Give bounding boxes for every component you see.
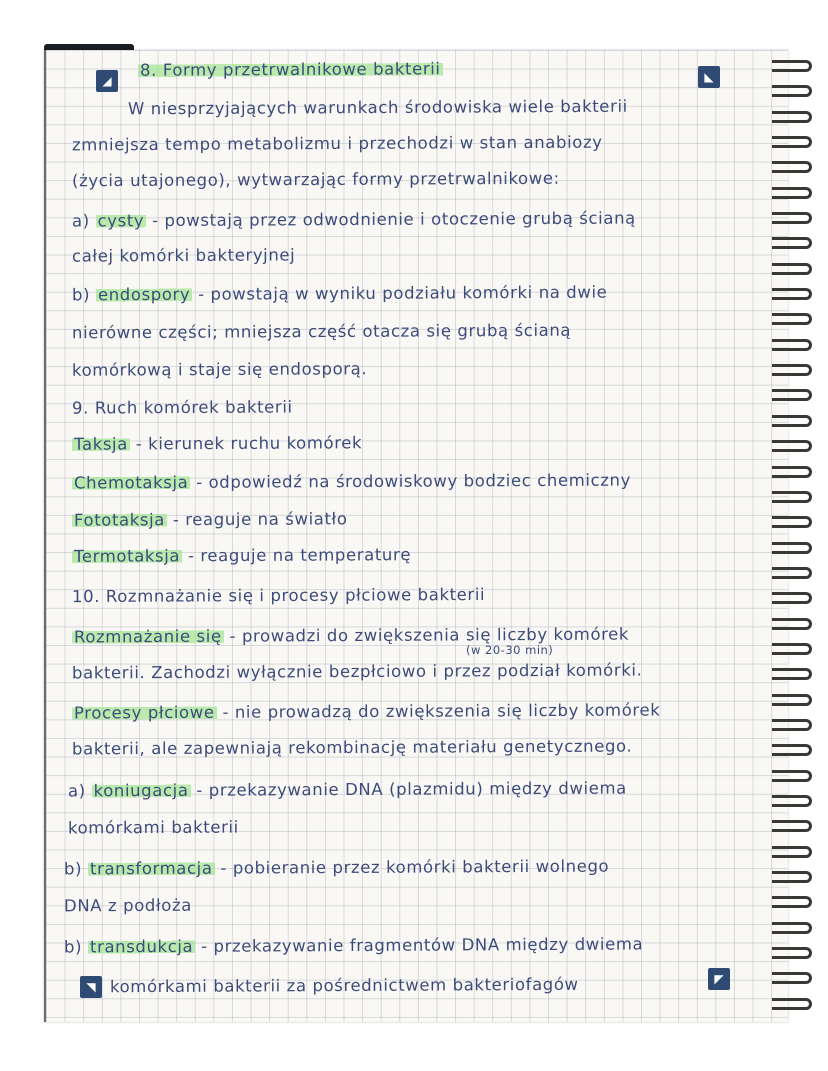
- line-text: DNA z podłoża: [63, 895, 192, 916]
- spiral-binding: [764, 60, 816, 1010]
- line-text: (życia utajonego), wytwarzając formy przetrwalnikowe:: [71, 168, 560, 191]
- highlighted-term: Taksja: [73, 434, 128, 454]
- corner-marker-top-left-icon: ◢: [96, 70, 118, 92]
- spiral-ring: [772, 618, 812, 630]
- spiral-ring: [772, 237, 812, 249]
- spiral-ring: [772, 60, 812, 72]
- line-text: 8. Formy przetrwalnikowe bakterii: [138, 59, 443, 80]
- line-text: - kierunek ruchu komórek: [129, 433, 363, 454]
- note-line: [72, 359, 367, 380]
- note-line: [72, 545, 411, 566]
- spiral-ring: [772, 643, 812, 655]
- highlighted-term: Termotaksja: [73, 546, 181, 566]
- note-line: [72, 737, 632, 759]
- line-text: komórkami bakterii: [67, 817, 239, 838]
- line-text: - przekazywanie DNA (plazmidu) między dwiema: [190, 778, 627, 800]
- line-text: komórkami bakterii za pośrednictwem bakteriofagów: [109, 974, 579, 997]
- line-text: - powstają przez odwodnienie i otoczenie grubą ścianą: [146, 208, 636, 231]
- spiral-ring: [772, 744, 812, 756]
- note-line: [72, 209, 636, 231]
- margin-note: (w 20-30 min): [466, 643, 554, 657]
- note-line: [72, 133, 603, 155]
- highlighted-term: transdukcja: [89, 936, 194, 957]
- spiral-ring: [772, 846, 812, 858]
- note-line: [64, 896, 192, 916]
- line-text: - nie prowadzą do zwiększenia się liczby komórek: [216, 700, 661, 722]
- note-line: [68, 818, 239, 838]
- line-text: - prowadzi do zwiększenia się liczby komórek: [223, 624, 630, 646]
- spiral-ring: [772, 947, 812, 959]
- spiral-ring: [772, 922, 812, 934]
- highlighted-term: Rozmnażanie się: [73, 626, 222, 647]
- highlighted-term: cysty: [97, 211, 145, 231]
- note-line: [72, 321, 571, 343]
- spiral-ring: [772, 364, 812, 376]
- spiral-ring: [772, 592, 812, 604]
- spiral-ring: [772, 466, 812, 478]
- note-line: [64, 857, 609, 879]
- note-line: [72, 471, 631, 493]
- note-line: [72, 283, 607, 305]
- spiral-ring: [772, 415, 812, 427]
- spiral-ring: [772, 212, 812, 224]
- line-text: b): [63, 859, 89, 879]
- highlighted-term: endospory: [97, 284, 191, 305]
- note-line: [72, 397, 293, 417]
- note-line: [72, 245, 295, 265]
- spiral-ring: [772, 85, 812, 97]
- line-text: a): [71, 211, 96, 231]
- spiral-ring: [772, 871, 812, 883]
- corner-marker-top-right-icon: ◣: [698, 66, 720, 88]
- line-text: - reaguje na temperaturę: [182, 545, 412, 566]
- line-text: - pobieranie przez komórki bakterii wolnego: [214, 856, 610, 878]
- spiral-ring: [772, 795, 812, 807]
- spiral-ring: [772, 567, 812, 579]
- spiral-ring: [772, 263, 812, 275]
- note-line: [64, 934, 643, 956]
- note-line: [72, 509, 348, 529]
- line-text: komórkową i staje się endosporą.: [71, 359, 368, 380]
- highlighted-term: transformacja: [89, 858, 213, 879]
- spiral-ring: [772, 998, 812, 1010]
- line-text: zmniejsza tempo metabolizmu i przechodzi w stan anabiozy: [71, 132, 603, 155]
- line-text: - powstają w wyniku podziału komórki na dwie: [192, 282, 608, 304]
- line-text: bakterii. Zachodzi wyłącznie bezpłciowo i przez podział komórki.: [71, 660, 643, 683]
- note-line: [110, 975, 579, 996]
- spiral-ring: [772, 770, 812, 782]
- note-line: [68, 779, 627, 801]
- highlighted-term: Fototaksja: [73, 510, 166, 530]
- line-text: 10. Rozmnażanie się i procesy płciowe bakterii: [71, 584, 486, 607]
- spiral-ring: [772, 339, 812, 351]
- note-line: [72, 661, 642, 683]
- line-text: b): [71, 285, 97, 305]
- corner-marker-bottom-left-icon: ◥: [80, 976, 102, 998]
- spiral-ring: [772, 313, 812, 325]
- line-text: całej komórki bakteryjnej: [71, 245, 296, 266]
- spiral-ring: [772, 491, 812, 503]
- line-text: b): [63, 937, 89, 957]
- spiral-ring: [772, 136, 812, 148]
- note-line: [128, 97, 628, 119]
- spiral-ring: [772, 972, 812, 984]
- line-text: nierówne części; mniejsza część otacza się grubą ścianą: [71, 320, 572, 343]
- spiral-ring: [772, 896, 812, 908]
- spiral-ring: [772, 542, 812, 554]
- highlighted-term: Chemotaksja: [73, 472, 189, 493]
- line-text: - odpowiedź na środowiskowy bodziec chemiczny: [190, 470, 631, 492]
- highlighted-term: koniugacja: [93, 780, 189, 801]
- line-text: a): [67, 781, 92, 801]
- note-line: [138, 59, 443, 80]
- spiral-ring: [772, 161, 812, 173]
- line-text: 9. Ruch komórek bakterii: [71, 397, 293, 418]
- spiral-ring: [772, 111, 812, 123]
- line-text: W niesprzyjających warunkach środowiska wiele bakterii: [127, 96, 628, 119]
- spiral-ring: [772, 288, 812, 300]
- spiral-ring: [772, 389, 812, 401]
- spiral-ring: [772, 187, 812, 199]
- spiral-ring: [772, 440, 812, 452]
- spiral-ring: [772, 820, 812, 832]
- spiral-ring: [772, 516, 812, 528]
- spiral-ring: [772, 694, 812, 706]
- line-text: - reaguje na światło: [166, 509, 348, 530]
- line-text: bakterii, ale zapewniają rekombinację materiału genetycznego.: [71, 736, 633, 759]
- highlighted-term: Procesy płciowe: [73, 702, 215, 723]
- spiral-ring: [772, 668, 812, 680]
- corner-marker-bottom-right-icon: ◤: [708, 968, 730, 990]
- note-line: [72, 585, 485, 606]
- note-line: [72, 700, 660, 722]
- note-line: [72, 433, 362, 454]
- note-line: [72, 169, 560, 191]
- spiral-ring: [772, 719, 812, 731]
- line-text: - przekazywanie fragmentów DNA między dwiema: [195, 934, 644, 956]
